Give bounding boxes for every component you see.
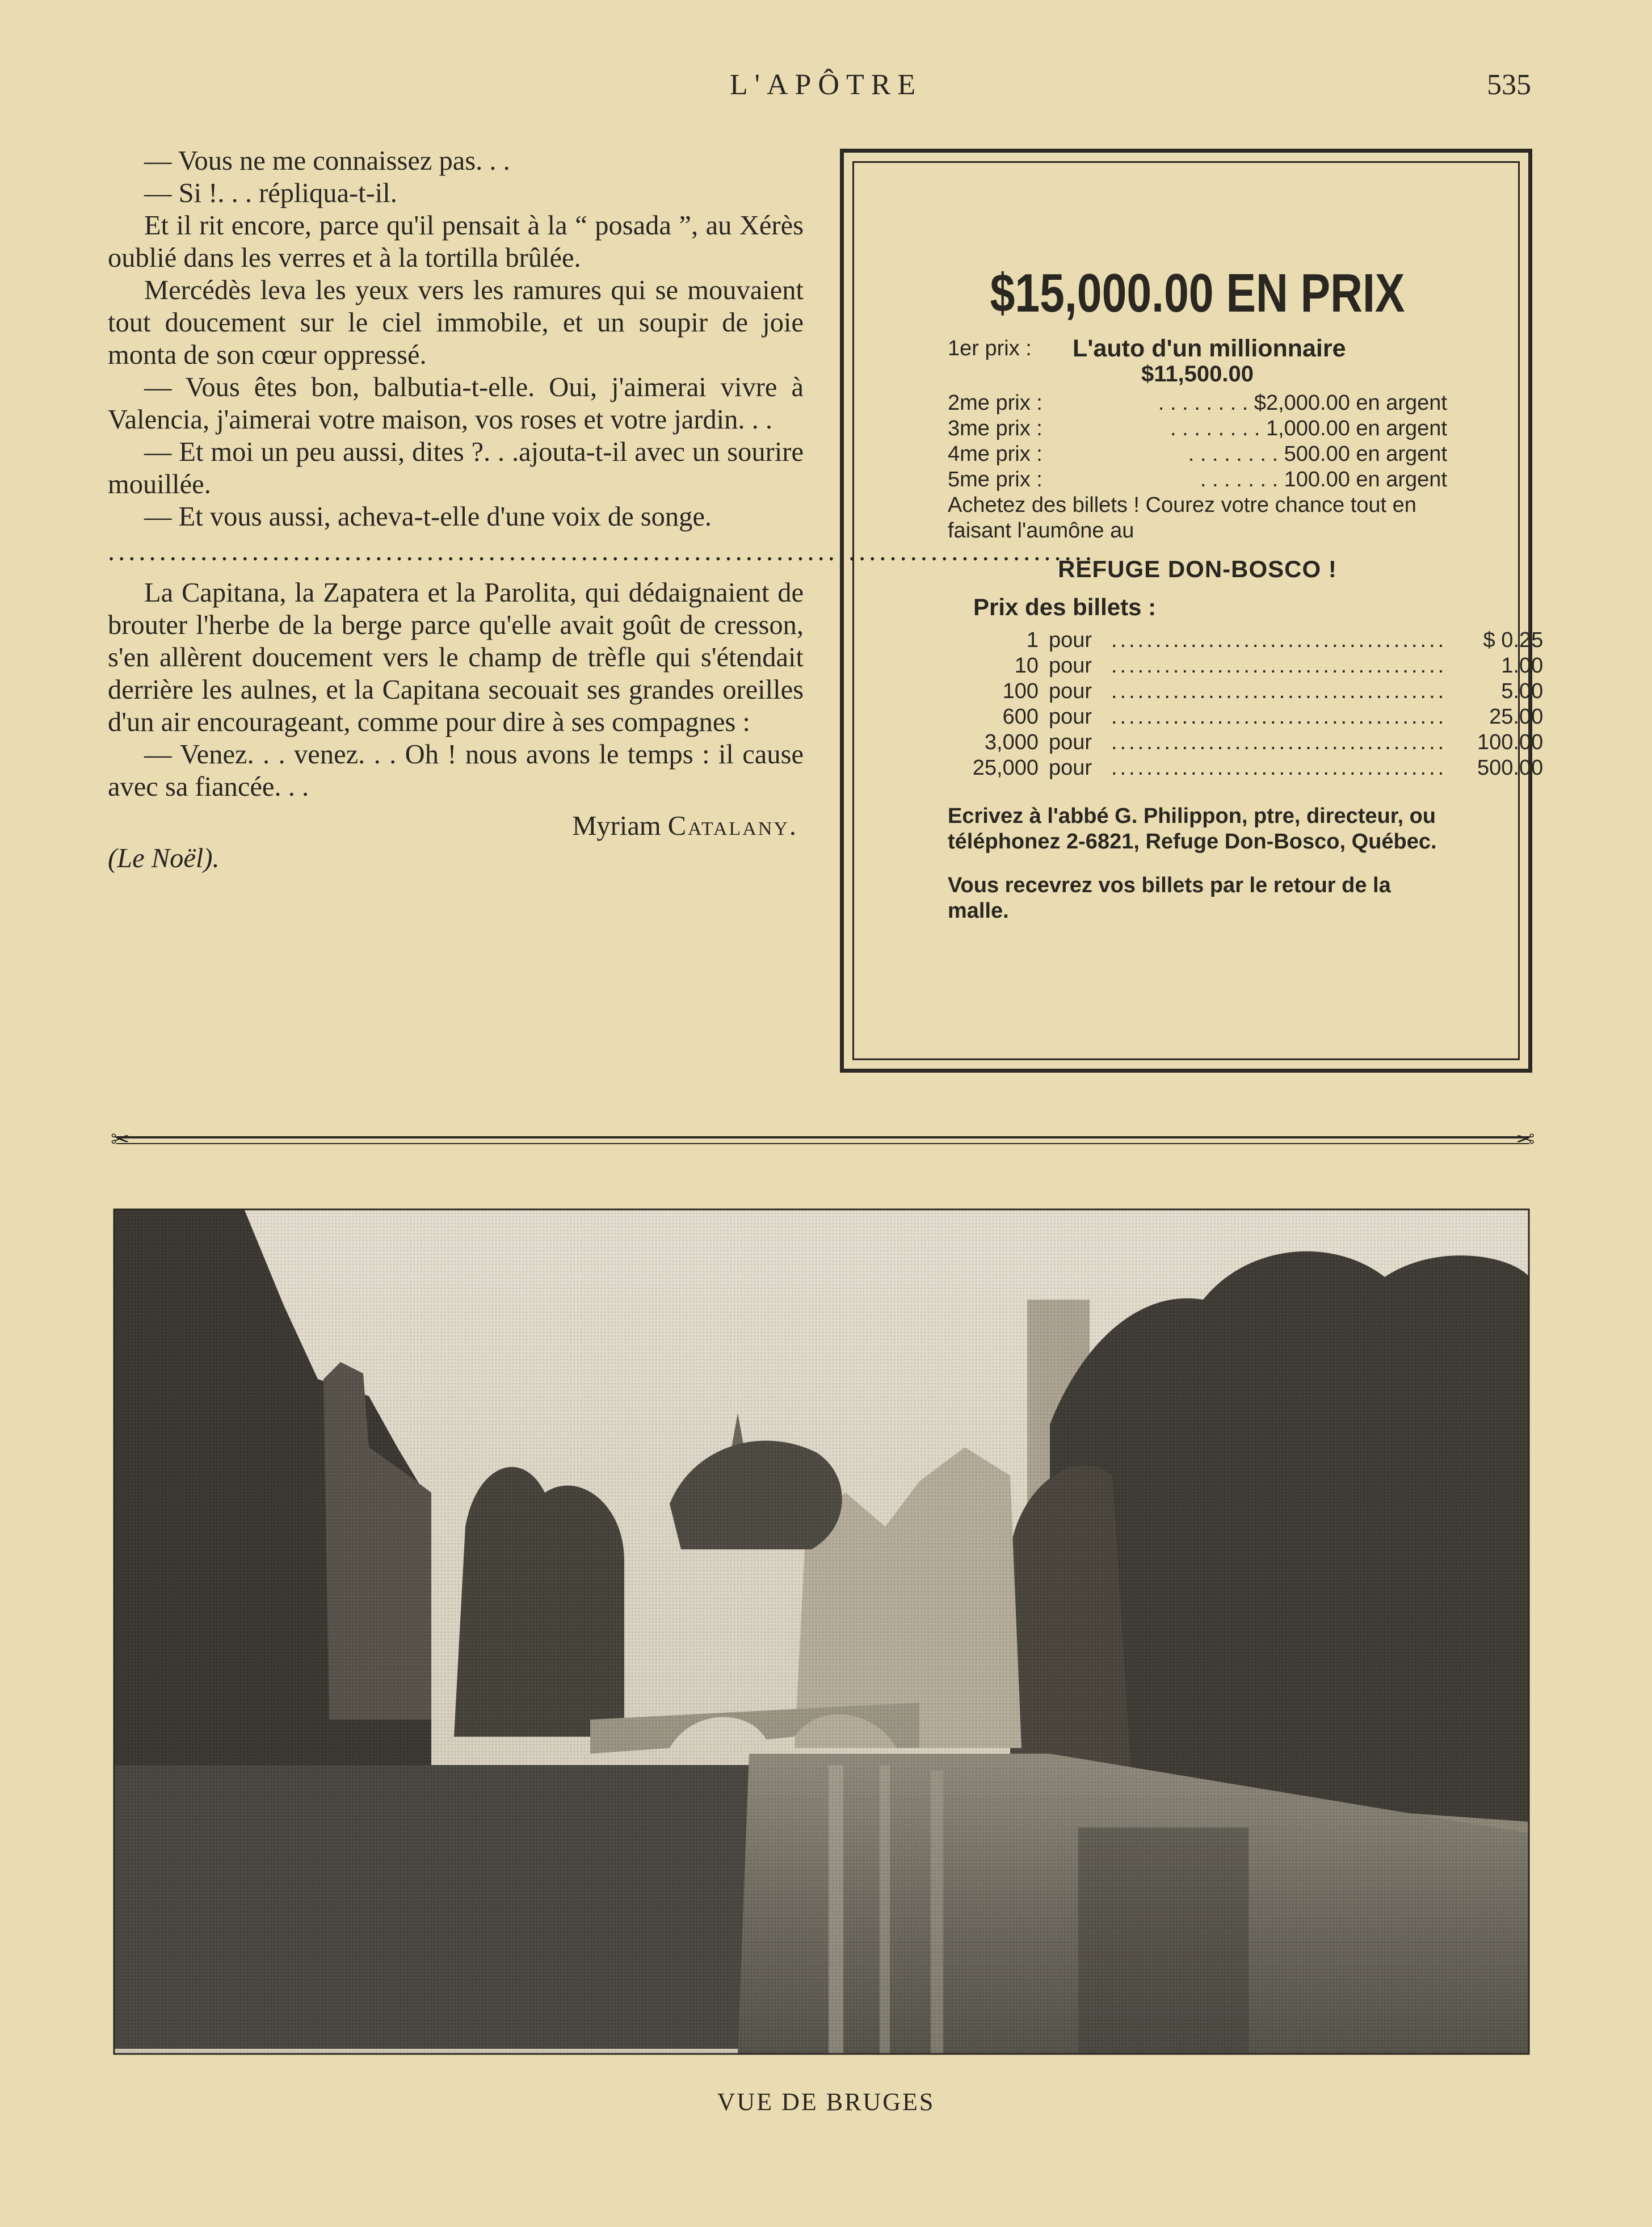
bruges-canal-photo [114,1209,1529,2054]
section-divider [111,1127,1535,1152]
ticket-heading: Prix des billets : [973,594,1157,620]
article-paragraph: — Vous ne me connaissez pas. . . [144,146,510,176]
ticket-price: 100.00 [1477,730,1544,754]
running-title: L'APÔTRE [729,69,923,101]
ticket-unit: pour [1049,654,1092,678]
ticket-price: 5.00 [1501,679,1544,703]
ticket-row [948,628,1544,653]
ticket-unit: pour [1049,679,1092,703]
prize-label: 4me prix : [948,442,1043,466]
divider-left-ornament-icon: ✂ [111,1127,130,1152]
call-to-action: Achetez des billets ! Courez votre chance tout en faisant l'aumône au [948,493,1416,543]
advert-headline: $15,000.00 EN PRIX [990,263,1405,323]
article-paragraph: — Vous êtes bon, balbutia-t-elle. Oui, j'aimerai vivre à Valencia, j'aimerai votre maison, vos roses et votre jardin. . . [108,372,804,435]
ticket-row [948,679,1544,704]
ticket-leader-dots: ...................................... [1111,654,1447,678]
prize-value: . . . . . . . . 1,000.00 en argent [1170,417,1447,440]
article-paragraph: — Venez. . . venez. . . Oh ! nous avons le temps : il cause avec sa fiancée. . . [108,739,804,802]
prize-value: . . . . . . . . 500.00 en argent [1188,442,1447,466]
prize-row [948,416,1447,442]
contact-text: Ecrivez à l'abbé G. Philippon, ptre, directeur, ou téléphonez 2-6821, Refuge Don-Bosco, Québec. [948,804,1437,854]
ticket-row [948,653,1544,679]
divider-line-thick [116,1136,1529,1138]
article-source: (Le Noël). [108,843,220,873]
advert-content [948,262,1544,924]
prize-label: 2me prix : [948,391,1043,415]
ticket-price: 25.00 [1489,705,1544,729]
ticket-unit: pour [1049,756,1092,780]
article-paragraph: Et il rit encore, parce qu'il pensait à la “ posada ”, au Xérès oublié dans les verres et à la tortilla brûlée. [108,211,804,273]
divider-line-thin [116,1143,1529,1144]
article-paragraph: Mercédès leva les yeux vers les ramures qui se mouvaient tout doucement sur le ciel immobile, et un soupir de joie monta de son cœur oppressé. [108,275,804,370]
first-prize-label: 1er prix : [948,337,1032,360]
prize-row [948,442,1447,467]
prize-value: . . . . . . . . $2,000.00 en argent [1158,391,1447,415]
ticket-row [948,755,1544,781]
ticket-price: $ 0.25 [1483,628,1544,652]
article-paragraph: — Et moi un peu aussi, dites ?. . .ajouta-t-il avec un sourire mouillée. [108,437,804,499]
author-last-name: Catalany. [667,811,798,841]
ticket-row [948,704,1544,730]
ticket-quantity: 100 [1002,679,1039,703]
ticket-unit: pour [1049,705,1092,729]
lottery-advert [840,149,1544,1073]
first-prize-amount: $11,500.00 [1141,362,1254,386]
ticket-price: 500.00 [1477,756,1544,780]
ticket-quantity: 600 [1002,705,1039,729]
ticket-quantity: 3,000 [984,730,1039,754]
ticket-quantity: 10 [1014,654,1039,678]
ticket-leader-dots: ...................................... [1111,730,1447,754]
prize-label: 3me prix : [948,417,1043,440]
ticket-quantity: 1 [1026,628,1039,652]
prize-row [948,467,1447,493]
ticket-leader-dots: ...................................... [1111,679,1447,703]
ticket-quantity: 25,000 [972,756,1039,780]
article-paragraph: — Si !. . . répliqua-t-il. [144,178,397,208]
article-paragraph: — Et vous aussi, acheva-t-elle d'une voix de songe. [144,502,712,532]
delivery-text: Vous recevrez vos billets par le retour de la malle. [948,873,1391,923]
ticket-unit: pour [1049,730,1092,754]
author-signature [108,810,804,842]
ticket-row [948,730,1544,755]
first-prize-row [948,336,1447,362]
ticket-leader-dots: ...................................... [1111,628,1447,652]
divider-right-ornament-icon: ✂ [1516,1127,1535,1152]
ticket-leader-dots: ...................................... [1111,705,1447,729]
prize-row [948,390,1447,416]
first-prize-text: L'auto d'un millionnaire [1073,335,1346,362]
page-number: 535 [1487,69,1531,101]
photo-caption: VUE DE BRUGES [717,2088,935,2116]
ticket-leader-dots: ...................................... [1111,756,1447,780]
ticket-unit: pour [1049,628,1092,652]
article-paragraph: La Capitana, la Zapatera et la Parolita, qui dédaignaient de brouter l'herbe de la berge parce qu'elle avait goût de cresson, s'en allèrent doucement vers le champ de trèfle qui s'étendait derrière les aulnes, et la Capitana secouait ses grandes oreilles d'un air encourageant, comme pour dire à ses compagnes : [108,578,804,737]
photo-grain [114,1209,1529,2054]
prize-value: . . . . . . . 100.00 en argent [1200,468,1447,491]
refuge-name: REFUGE DON-BOSCO ! [1058,556,1337,582]
author-first-name: Myriam [572,811,661,841]
ticket-price: 1.00 [1501,654,1544,678]
section-separator-dots: ................................................................................................ [108,536,1095,566]
prize-label: 5me prix : [948,468,1043,491]
